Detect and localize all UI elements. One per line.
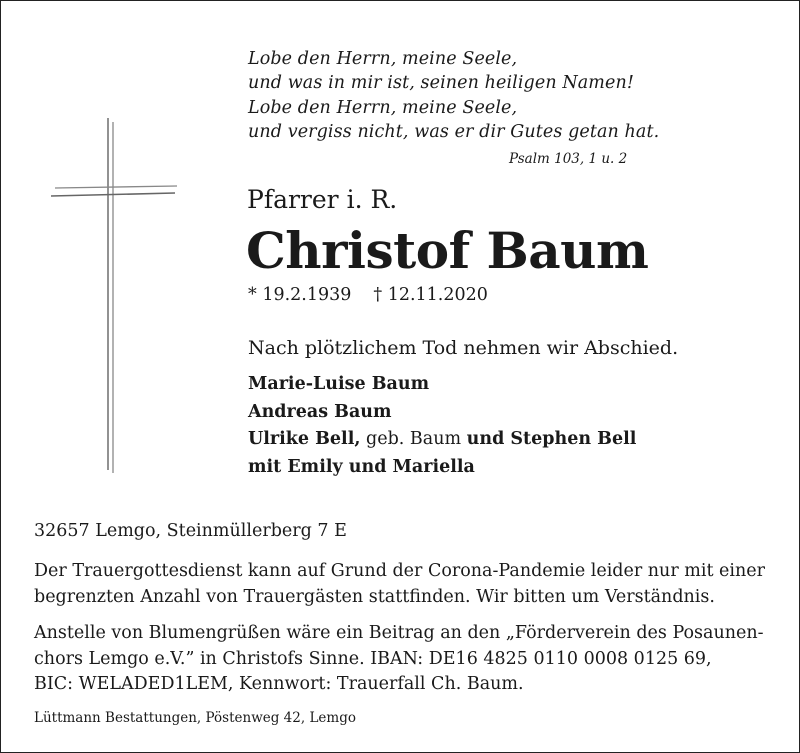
mourner-part: Ulrike Bell, (248, 429, 361, 449)
mourners-list (248, 371, 636, 481)
verse-reference: Psalm 103, 1 u. 2 (509, 151, 628, 167)
mourner: mit Emily und Mariella (248, 456, 475, 477)
text-line: begrenzten Anzahl von Trauergästen stattfinden. Wir bitten um Verständnis. (34, 586, 715, 607)
deceased-name: Christof Baum (246, 221, 649, 280)
deceased-title: Pfarrer i. R. (247, 185, 398, 214)
life-dates (248, 285, 510, 305)
farewell-text: Nach plötzlichem Tod nehmen wir Abschied. (248, 337, 679, 359)
mourner (248, 426, 636, 454)
birth-date: * 19.2.1939 (248, 285, 352, 305)
death-date: † 12.11.2020 (373, 285, 488, 305)
mourner: Andreas Baum (248, 401, 392, 422)
psalm-verse (248, 47, 659, 144)
mourner: Marie-Luise Baum (248, 374, 430, 394)
text-line: BIC: WELADED1LEM, Kennwort: Trauerfall Ch. Baum. (34, 674, 524, 694)
verse-line: und was in mir ist, seinen heiligen Namen! (248, 73, 634, 94)
mourner-part: und Stephen Bell (466, 429, 637, 449)
service-notice (34, 559, 765, 610)
verse-line: Lobe den Herrn, meine Seele, (248, 49, 518, 69)
donation-notice (34, 621, 764, 698)
undertaker: Lüttmann Bestattungen, Pöstenweg 42, Lemgo (34, 710, 356, 726)
cross-icon (51, 118, 177, 473)
mourner-part: geb. Baum (360, 429, 467, 449)
verse-line: und vergiss nicht, was er dir Gutes getan hat. (248, 121, 660, 142)
address: 32657 Lemgo, Steinmüllerberg 7 E (34, 521, 347, 541)
text-line: Anstelle von Blumengrüßen wäre ein Beitrag an den „Förderverein des Posaunen- (34, 623, 764, 643)
verse-line: Lobe den Herrn, meine Seele, (248, 97, 518, 118)
text-line: chors Lemgo e.V.” in Christofs Sinne. IBAN: DE16 4825 0110 0008 0125 69, (34, 648, 712, 669)
text-line: Der Trauergottesdienst kann auf Grund der Corona-Pandemie leider nur mit einer (34, 561, 765, 581)
